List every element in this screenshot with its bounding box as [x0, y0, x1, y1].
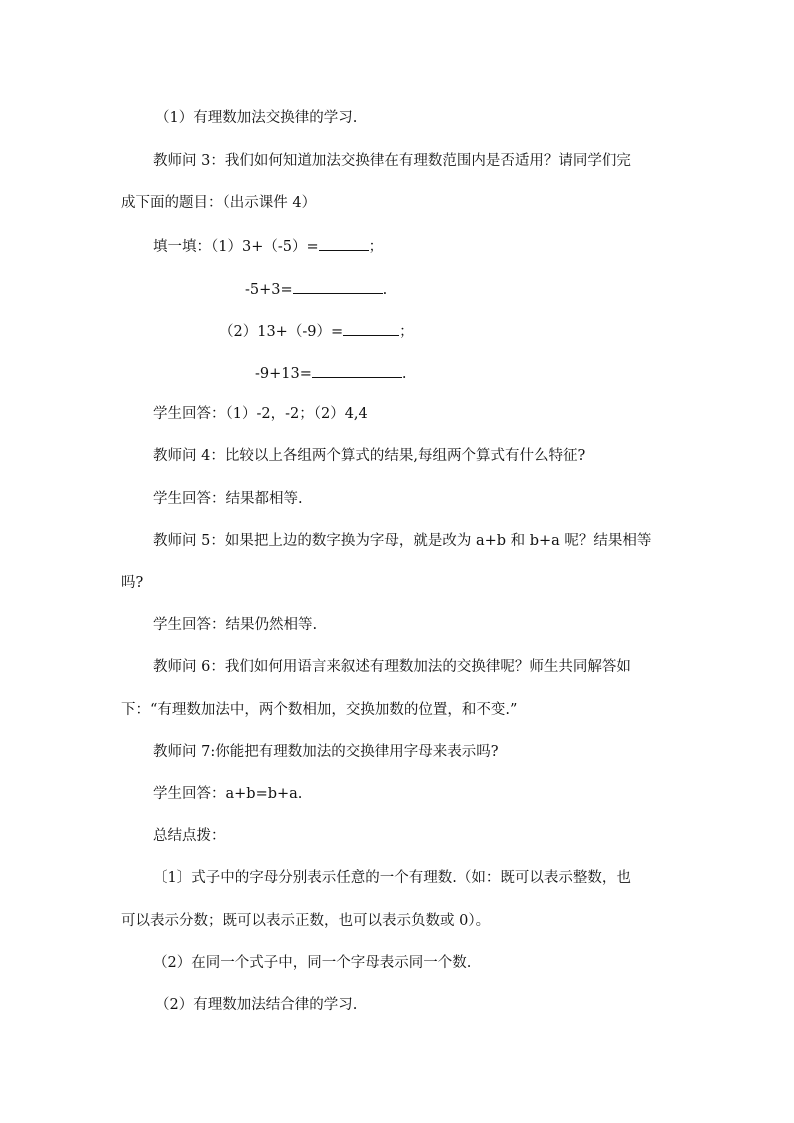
punctuation: .: [382, 282, 388, 298]
teacher-question-6: 教师问 6：我们如何用语言来叙述有理数加法的交换律呢？师生共同解答如: [153, 659, 631, 675]
section-heading: （1）有理数加法交换律的学习.: [155, 110, 358, 126]
teacher-question-7: 教师问 7:你能把有理数加法的交换律用字母来表示吗?: [153, 744, 499, 760]
answer-blank[interactable]: [319, 235, 369, 251]
student-answer-1: 学生回答：（1）-2，-2；（2）4,4: [153, 406, 368, 422]
answer-blank[interactable]: [312, 362, 402, 378]
fill-label: 填一填：: [153, 239, 211, 255]
student-answer-2: 学生回答：结果都相等.: [153, 491, 303, 507]
punctuation: ；: [399, 324, 414, 340]
exercise-text: -5+3=: [245, 282, 293, 298]
punctuation: .: [401, 366, 407, 382]
summary-point-2: （2）在同一个式子中，同一个字母表示同一个数.: [153, 955, 472, 971]
answer-blank[interactable]: [343, 320, 399, 336]
exercise-text: -9+13=: [255, 366, 312, 382]
student-answer-3: 学生回答：结果仍然相等.: [153, 617, 318, 633]
exercise-text: （2）13+（-9）=: [219, 324, 344, 340]
exercise-1a: [153, 235, 383, 257]
teacher-question-5: 教师问 5：如果把上边的数字换为字母，就是改为 a+b 和 b+a 呢？结果相等: [153, 533, 652, 549]
exercise-2a: [219, 320, 414, 342]
answer-blank[interactable]: [293, 278, 383, 294]
summary-point-1-cont: 可以表示分数；既可以表示正数，也可以表示负数或 0）。: [121, 913, 491, 929]
exercise-1b: [245, 278, 387, 300]
punctuation: ；: [368, 239, 384, 255]
summary-heading: 总结点拨：: [153, 828, 226, 844]
summary-point-1: 〔1〕式子中的字母分别表示任意的一个有理数.（如：既可以表示整数，也: [153, 870, 631, 886]
teacher-question-4: 教师问 4：比较以上各组两个算式的结果,每组两个算式有什么特征?: [153, 448, 586, 464]
teacher-question-6-cont: 下：“有理数加法中，两个数相加，交换加数的位置，和不变.”: [121, 702, 518, 718]
student-answer-4: 学生回答：a+b=b+a.: [153, 786, 303, 802]
section-heading-2: （2）有理数加法结合律的学习.: [155, 997, 358, 1013]
exercise-text: （1）3+（-5）=: [211, 239, 319, 255]
teacher-question-5-cont: 吗?: [121, 575, 144, 591]
exercise-2b: [255, 362, 406, 384]
teacher-question-3: 教师问 3：我们如何知道加法交换律在有理数范围内是否适用？请同学们完: [153, 153, 631, 169]
teacher-question-3-cont: 成下面的题目：（出示课件 4）: [121, 195, 317, 211]
